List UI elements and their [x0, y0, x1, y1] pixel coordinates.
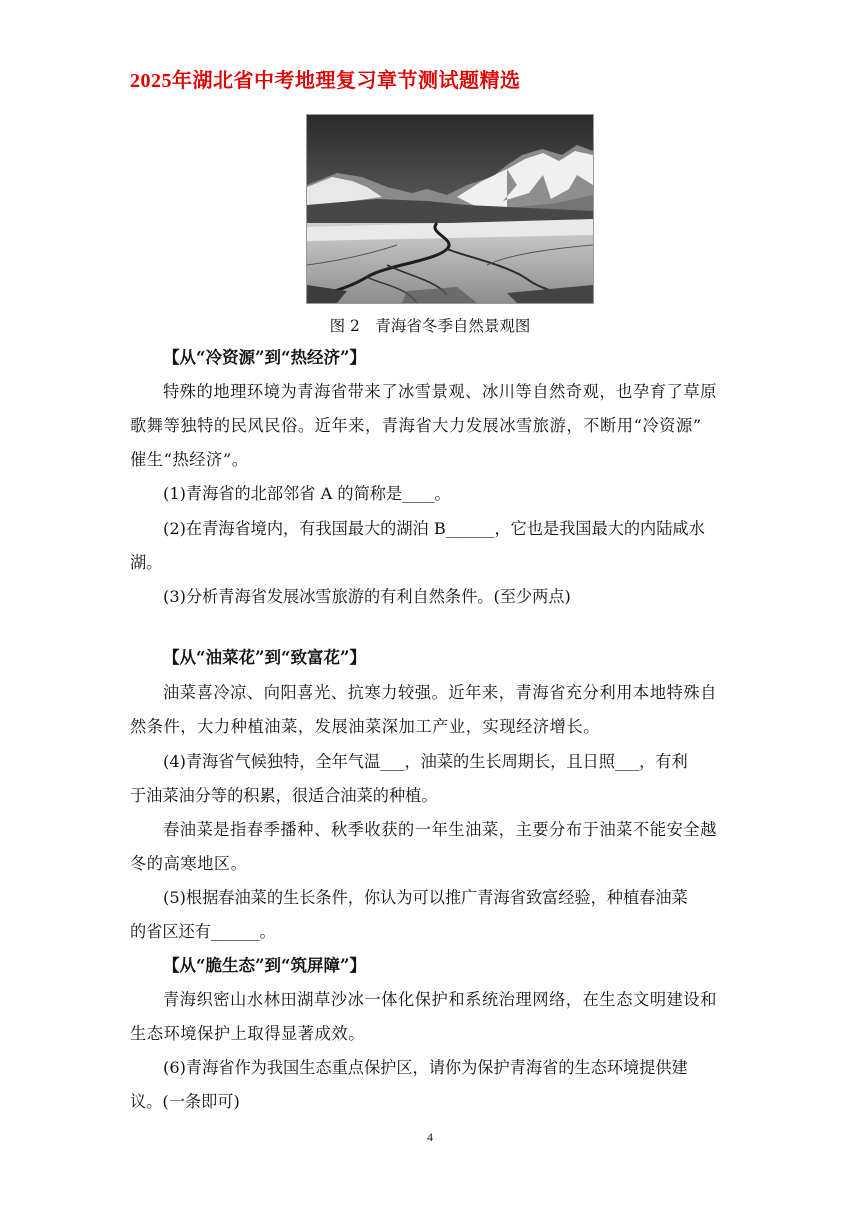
section-heading-cold-resources: 【从“冷资源”到“热经济”】 [163, 348, 366, 367]
question-6-line-2: 议。(一条即可) [130, 1092, 240, 1111]
section-2-spring-rapeseed-line-1: 春油菜是指春季播种、秋季收获的一年生油菜，主要分布于油菜不能安全越 [163, 820, 717, 839]
page-number: 4 [427, 1130, 433, 1144]
landscape-image [307, 115, 593, 303]
section-3-intro-line-1: 青海织密山水林田湖草沙冰一体化保护和系统治理网络，在生态文明建设和 [163, 990, 717, 1009]
winter-landscape-photo [306, 114, 594, 304]
question-5-line-1: (5)根据春油菜的生长条件，你认为可以推广青海省致富经验，种植春油菜 [163, 888, 688, 907]
question-2-line-1: (2)在青海省境内，有我国最大的湖泊 B______，它也是我国最大的内陆咸水 [163, 519, 705, 538]
section-3-intro-line-2: 生态环境保护上取得显著成效。 [130, 1024, 366, 1043]
question-2-line-2: 湖。 [130, 553, 163, 572]
section-heading-ecology: 【从“脆生态”到“筑屏障”】 [163, 956, 366, 975]
question-3: (3)分析青海省发展冰雪旅游的有利自然条件。(至少两点) [163, 587, 571, 606]
section-1-intro-line-1: 特殊的地理环境为青海省带来了冰雪景观、冰川等自然奇观，也孕育了草原 [163, 382, 717, 401]
question-4-line-1: (4)青海省气候独特，全年气温___，油菜的生长周期长，且日照___，有利 [163, 752, 688, 771]
figure-caption: 图 2 青海省冬季自然景观图 [329, 317, 531, 335]
section-heading-rapeseed: 【从“油菜花”到“致富花”】 [163, 648, 366, 667]
section-2-spring-rapeseed-line-2: 冬的高寒地区。 [130, 854, 248, 873]
section-1-intro-line-3: 催生“热经济”。 [130, 450, 249, 469]
section-2-intro-line-1: 油菜喜冷凉、向阳喜光、抗寒力较强。近年来，青海省充分利用本地特殊自 [163, 683, 717, 702]
question-6-line-1: (6)青海省作为我国生态重点保护区，请你为保护青海省的生态环境提供建 [163, 1058, 688, 1077]
section-1-intro-line-2: 歌舞等独特的民风民俗。近年来，青海省大力发展冰雪旅游，不断用“冷资源” [130, 416, 702, 435]
question-1: (1)青海省的北部邻省 A 的简称是____。 [163, 484, 451, 503]
document-header-title: 2025年湖北省中考地理复习章节测试题精选 [130, 70, 521, 92]
question-4-line-2: 于油菜油分等的积累，很适合油菜的种植。 [130, 786, 438, 805]
question-5-line-2: 的省区还有______。 [130, 922, 276, 941]
section-2-intro-line-2: 然条件，大力种植油菜，发展油菜深加工产业，实现经济增长。 [130, 717, 601, 736]
